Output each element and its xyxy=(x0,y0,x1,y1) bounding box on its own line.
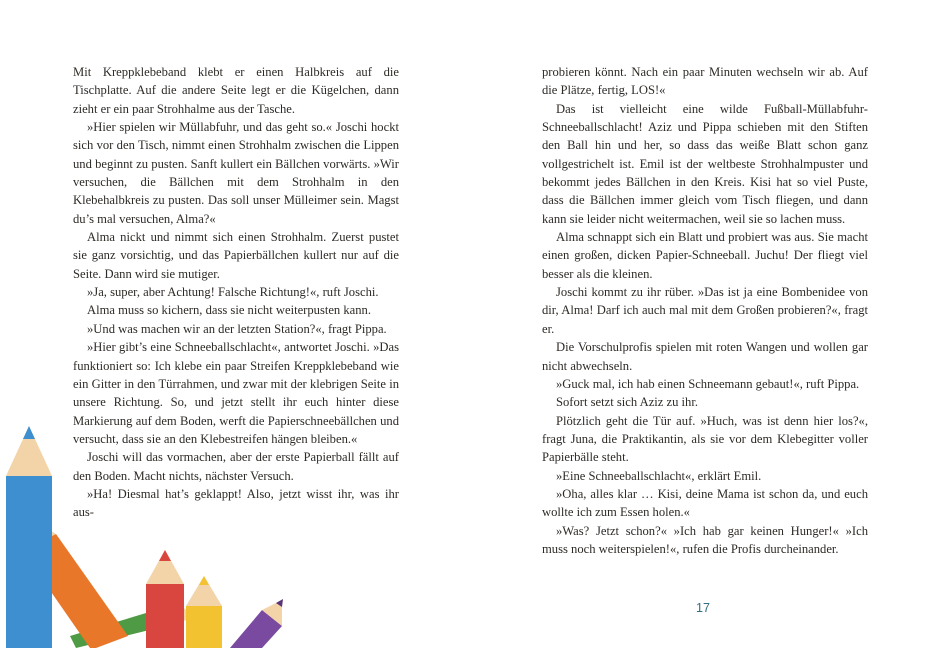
paragraph: Plötzlich geht die Tür auf. »Huch, was ist denn hier los?«, fragt Juna, die Praktikantin, als sie vor dem Klebegitter voller Papierbälle steht. xyxy=(542,413,868,465)
paragraph: Alma muss so kichern, dass sie nicht weiterpusten kann. xyxy=(87,303,372,318)
left-page xyxy=(0,0,468,648)
paragraph: »Was? Jetzt schon?« »Ich hab gar keinen Hunger!« »Ich muss noch weiterspielen!«, rufen die Profis durcheinander. xyxy=(542,523,868,556)
paragraph: »Und was machen wir an der letzten Station?«, fragt Pippa. xyxy=(87,321,387,336)
right-page xyxy=(469,0,937,648)
paragraph: Die Vorschulprofis spielen mit roten Wangen und wollen gar nicht abwechseln. xyxy=(542,340,868,373)
paragraph: »Eine Schneeballschlacht«, erklärt Emil. xyxy=(556,468,762,483)
yellow-pencil-icon xyxy=(186,576,222,648)
paragraph: Alma nickt und nimmt sich einen Strohhalm. Zuerst pustet sie ganz vorsichtig, und das Papierbällchen kullert nur auf die Seite. Dann wird sie mutiger. xyxy=(73,230,399,281)
paragraph: »Oha, alles klar … Kisi, deine Mama ist schon da, und euch wollte ich zum Essen holen.« xyxy=(542,486,868,520)
paragraph: Joschi kommt zu ihr rüber. »Das ist ja eine Bombenidee von dir, Alma! Darf ich auch mal mit dem Großen probieren?«, fragt er. xyxy=(542,285,868,336)
blue-pencil-icon xyxy=(6,426,52,648)
paragraph: Alma schnappt sich ein Blatt und probiert was aus. Sie macht einen großen, dicken Papier-Schneeball. Juchu! Der fliegt viel besser als die kleinen. xyxy=(542,230,868,281)
paragraph: Sofort setzt sich Aziz zu ihr. xyxy=(556,395,698,410)
red-pencil-icon xyxy=(146,550,184,648)
paragraph: Das ist vielleicht eine wilde Fußball-Müllabfuhr-Schneeballschlacht! Aziz und Pippa schieben mit den Stiften den Ball hin und her, so dass das weiße Blatt schon ganz vollgestrichelt ist. Emil ist der weltbeste Strohhalmpuster und bekommt jedes Bällchen in den Kreis. Kisi hat so viel Puste, dass die Bällchen immer gleich vom Tisch fliegen, und dann kann sie leider nicht weitermachen, weil sie so lachen muss. xyxy=(542,101,868,226)
paragraph: »Guck mal, ich hab einen Schneemann gebaut!«, ruft Pippa. xyxy=(556,376,860,391)
page-number: 17 xyxy=(696,601,710,615)
paragraph: Joschi will das vormachen, aber der erste Papierball fällt auf den Boden. Macht nichts, nächster Versuch. xyxy=(73,450,399,483)
paragraph: »Ha! Diesmal hat’s geklappt! Also, jetzt wisst ihr, was ihr aus- xyxy=(73,486,399,520)
right-text-column xyxy=(542,63,868,558)
paragraph: »Hier spielen wir Müllabfuhr, und das geht so.« Joschi hockt sich vor den Tisch, nimmt einen Strohhalm zwischen die Lippen und beginnt zu pusten. Sanft kullert ein Bällchen vorwärts. »Wir versuchen, die Bällchen mit dem Strohhalm in den Klebehalbkreis zu pusten. Das soll unser Mülleimer sein. Magst du’s mal versuchen, Alma?« xyxy=(73,120,399,226)
paragraph: probieren könnt. Nach ein paar Minuten wechseln wir ab. Auf die Plätze, fertig, LOS!« xyxy=(542,65,868,98)
colored-pencils-illustration xyxy=(0,410,290,648)
purple-pencil-icon xyxy=(230,599,283,648)
paragraph: Mit Kreppklebeband klebt er einen Halbkreis auf die Tischplatte. Auf die andere Seite legt er die Kügelchen, dann zieht er ein paar Strohhalme aus der Tasche. xyxy=(73,65,399,116)
paragraph: »Ja, super, aber Achtung! Falsche Richtung!«, ruft Joschi. xyxy=(87,285,379,300)
paragraph: »Hier gibt’s eine Schneeballschlacht«, antwortet Joschi. »Das funktioniert so: Ich klebe ein paar Streifen Kreppklebeband wie ein Gitter in den Türrahmen, und zwar mit der klebrigen Seite in unsere Richtung. So, und jetzt stellt ihr euch hinter diese Markierung auf dem Boden, werft die Papierschneebällchen und versucht, dass sie an den Klebestreifen hängen bleiben.« xyxy=(73,340,399,446)
